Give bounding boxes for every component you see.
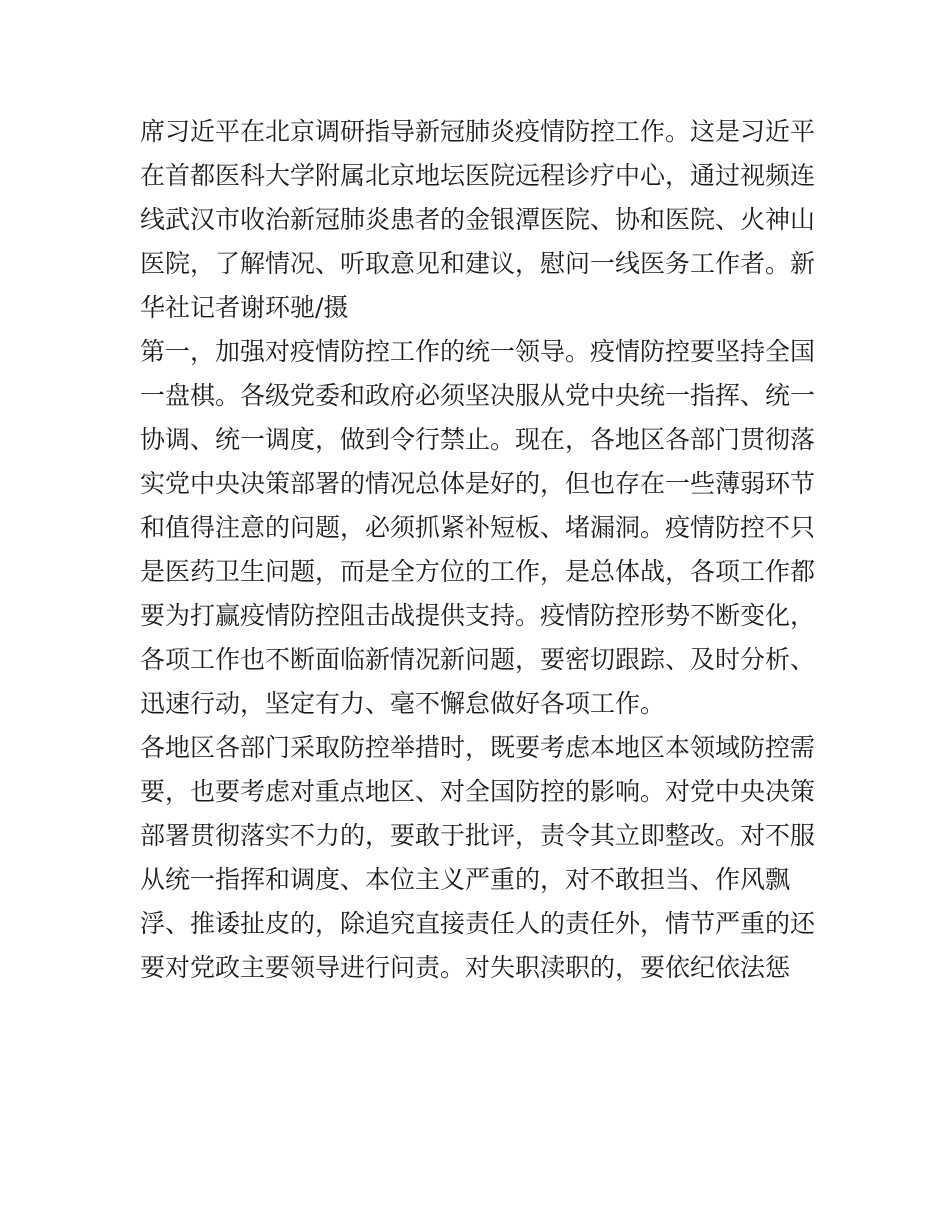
paragraph-line: 第一，加强对疫情防控工作的统一领导。疫情防控要坚持全国 [140,337,816,366]
paragraph-line: 和值得注意的问题，必须抓紧补短板、堵漏洞。疫情防控不只 [140,513,816,542]
caption-line: 席习近平在北京调研指导新冠肺炎疫情防控工作。这是习近平 [140,117,816,146]
paragraph-line: 各项工作也不断面临新情况新问题，要密切跟踪、及时分析、 [140,645,816,674]
paragraph-line: 部署贯彻落实不力的，要敢于批评，责令其立即整改。对不服 [140,821,816,850]
caption-line: 在首都医科大学附属北京地坛医院远程诊疗中心，通过视频连 [140,161,816,190]
paragraph-line: 要为打赢疫情防控阻击战提供支持。疫情防控形势不断变化， [140,601,816,630]
paragraph-line: 从统一指挥和调度、本位主义严重的，对不敢担当、作风飘 [140,865,791,894]
document-body [140,110,820,990]
caption-line: 医院，了解情况、听取意见和建议，慰问一线医务工作者。新 [140,249,816,278]
paragraph-1 [140,330,820,726]
paragraph-line: 要，也要考虑对重点地区、对全国防控的影响。对党中央决策 [140,777,816,806]
caption-line: 华社记者谢环驰/摄 [140,293,349,322]
paragraph-line: 浮、推诿扯皮的，除追究直接责任人的责任外，情节严重的还 [140,909,816,938]
paragraph-line: 各地区各部门采取防控举措时，既要考虑本地区本领域防控需 [140,733,816,762]
paragraph-line: 实党中央决策部署的情况总体是好的，但也存在一些薄弱环节 [140,469,816,498]
paragraph-line: 迅速行动，坚定有力、毫不懈怠做好各项工作。 [140,689,666,718]
paragraph-line: 是医药卫生问题，而是全方位的工作，是总体战，各项工作都 [140,557,816,586]
caption-line: 线武汉市收治新冠肺炎患者的金银潭医院、协和医院、火神山 [140,205,816,234]
paragraph-line: 一盘棋。各级党委和政府必须坚决服从党中央统一指挥、统一 [140,381,816,410]
paragraph-2 [140,726,820,990]
paragraph-line: 要对党政主要领导进行问责。对失职渎职的，要依纪依法惩 [140,953,791,982]
photo-caption [140,110,820,330]
paragraph-line: 协调、统一调度，做到令行禁止。现在，各地区各部门贯彻落 [140,425,816,454]
